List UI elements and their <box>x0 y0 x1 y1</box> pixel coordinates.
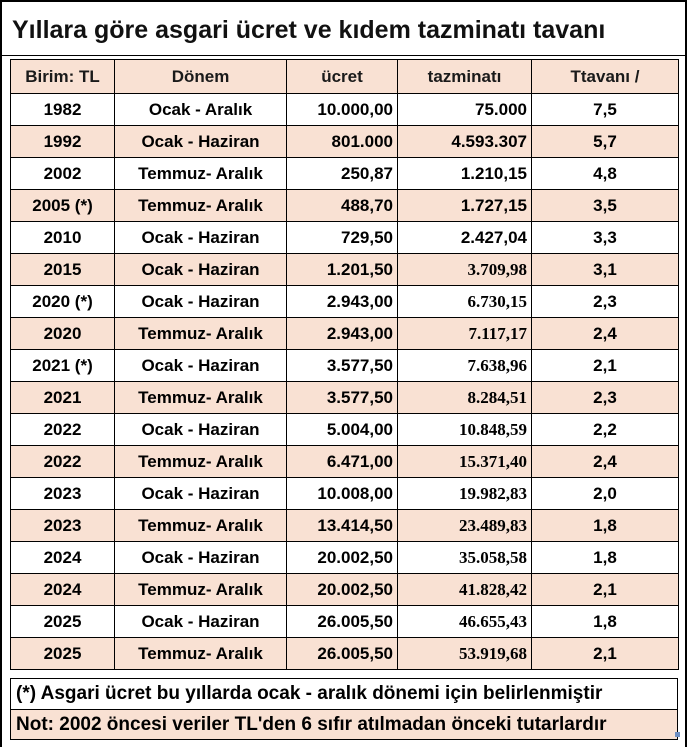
header-unit[interactable]: Birim: TL <box>11 60 115 94</box>
cell-wage[interactable]: 10.008,00 <box>287 478 398 510</box>
cell-severance[interactable]: 6.730,15 <box>398 286 532 318</box>
cell-wage[interactable]: 10.000,00 <box>287 94 398 126</box>
cell-ratio[interactable]: 2,1 <box>532 574 679 606</box>
cell-wage[interactable]: 250,87 <box>287 158 398 190</box>
cell-ratio[interactable]: 4,8 <box>532 158 679 190</box>
table-row <box>11 158 679 190</box>
cell-period[interactable]: Ocak - Haziran <box>115 254 287 286</box>
cell-severance[interactable]: 15.371,40 <box>398 446 532 478</box>
cell-period[interactable]: Ocak - Haziran <box>115 478 287 510</box>
cell-ratio[interactable]: 3,3 <box>532 222 679 254</box>
cell-year[interactable]: 2024 <box>11 574 115 606</box>
cell-ratio[interactable]: 2,1 <box>532 350 679 382</box>
table-row <box>11 94 679 126</box>
cell-severance[interactable]: 10.848,59 <box>398 414 532 446</box>
cell-period[interactable]: Temmuz- Aralık <box>115 638 287 670</box>
table-row <box>11 414 679 446</box>
table-row <box>11 318 679 350</box>
footnote-asterisk[interactable]: (*) Asgari ücret bu yıllarda ocak - aralık dönemi için belirlenmiştir <box>10 678 678 710</box>
cell-severance[interactable]: 41.828,42 <box>398 574 532 606</box>
table-row <box>11 382 679 414</box>
table-header-row <box>11 60 679 94</box>
cell-severance[interactable]: 75.000 <box>398 94 532 126</box>
cell-year[interactable]: 2021 <box>11 382 115 414</box>
header-ratio[interactable]: Ttavanı / <box>532 60 679 94</box>
cell-period[interactable]: Ocak - Haziran <box>115 606 287 638</box>
cell-severance[interactable]: 46.655,43 <box>398 606 532 638</box>
cell-severance[interactable]: 4.593.307 <box>398 126 532 158</box>
table-row <box>11 574 679 606</box>
cell-wage[interactable]: 6.471,00 <box>287 446 398 478</box>
cell-ratio[interactable]: 2,4 <box>532 318 679 350</box>
table-row <box>11 222 679 254</box>
cell-wage[interactable]: 3.577,50 <box>287 350 398 382</box>
cell-wage[interactable]: 5.004,00 <box>287 414 398 446</box>
cell-year[interactable]: 2022 <box>11 446 115 478</box>
cell-year[interactable]: 1992 <box>11 126 115 158</box>
cell-severance[interactable]: 1.210,15 <box>398 158 532 190</box>
cell-year[interactable]: 2025 <box>11 638 115 670</box>
cell-year[interactable]: 2021 (*) <box>11 350 115 382</box>
cell-year[interactable]: 2024 <box>11 542 115 574</box>
cell-year[interactable]: 2002 <box>11 158 115 190</box>
cell-period[interactable]: Temmuz- Aralık <box>115 158 287 190</box>
footnote-units[interactable]: Not: 2002 öncesi veriler TL'den 6 sıfır atılmadan önceki tutarlardır <box>10 709 678 740</box>
cell-year[interactable]: 2020 <box>11 318 115 350</box>
header-severance[interactable]: tazminatı <box>398 60 532 94</box>
cell-ratio[interactable]: 1,8 <box>532 510 679 542</box>
cell-severance[interactable]: 2.427,04 <box>398 222 532 254</box>
cell-wage[interactable]: 801.000 <box>287 126 398 158</box>
cell-severance[interactable]: 1.727,15 <box>398 190 532 222</box>
cell-ratio[interactable]: 7,5 <box>532 94 679 126</box>
table-row <box>11 478 679 510</box>
table-row <box>11 638 679 670</box>
cell-ratio[interactable]: 2,4 <box>532 446 679 478</box>
cell-ratio[interactable]: 3,5 <box>532 190 679 222</box>
cell-ratio[interactable]: 2,3 <box>532 382 679 414</box>
cell-wage[interactable]: 26.005,50 <box>287 638 398 670</box>
cell-period[interactable]: Ocak - Aralık <box>115 94 287 126</box>
cell-wage[interactable]: 488,70 <box>287 190 398 222</box>
cell-period[interactable]: Temmuz- Aralık <box>115 382 287 414</box>
cell-wage[interactable]: 1.201,50 <box>287 254 398 286</box>
table-row <box>11 510 679 542</box>
cell-ratio[interactable]: 1,8 <box>532 542 679 574</box>
cell-severance[interactable]: 35.058,58 <box>398 542 532 574</box>
title-divider <box>2 55 685 56</box>
cell-ratio[interactable]: 3,1 <box>532 254 679 286</box>
cell-wage[interactable]: 2.943,00 <box>287 318 398 350</box>
cell-severance[interactable]: 23.489,83 <box>398 510 532 542</box>
table-row <box>11 286 679 318</box>
header-wage[interactable]: ücret <box>287 60 398 94</box>
cell-period[interactable]: Temmuz- Aralık <box>115 510 287 542</box>
cell-year[interactable]: 2025 <box>11 606 115 638</box>
table-row <box>11 190 679 222</box>
cell-period[interactable]: Ocak - Haziran <box>115 350 287 382</box>
cell-severance[interactable]: 53.919,68 <box>398 638 532 670</box>
wage-severance-table <box>10 59 679 670</box>
table-row <box>11 542 679 574</box>
fill-handle[interactable] <box>675 732 680 737</box>
cell-wage[interactable]: 3.577,50 <box>287 382 398 414</box>
cell-wage[interactable]: 13.414,50 <box>287 510 398 542</box>
cell-year[interactable]: 2010 <box>11 222 115 254</box>
table-row <box>11 446 679 478</box>
cell-period[interactable]: Ocak - Haziran <box>115 222 287 254</box>
cell-year[interactable]: 2020 (*) <box>11 286 115 318</box>
cell-year[interactable]: 1982 <box>11 94 115 126</box>
header-period[interactable]: Dönem <box>115 60 287 94</box>
cell-year[interactable]: 2022 <box>11 414 115 446</box>
table-row <box>11 606 679 638</box>
cell-severance[interactable]: 3.709,98 <box>398 254 532 286</box>
cell-year[interactable]: 2023 <box>11 510 115 542</box>
cell-severance[interactable]: 8.284,51 <box>398 382 532 414</box>
table-row <box>11 350 679 382</box>
cell-wage[interactable]: 2.943,00 <box>287 286 398 318</box>
cell-period[interactable]: Temmuz- Aralık <box>115 190 287 222</box>
cell-year[interactable]: 2005 (*) <box>11 190 115 222</box>
cell-severance[interactable]: 7.117,17 <box>398 318 532 350</box>
table-row <box>11 254 679 286</box>
cell-year[interactable]: 2015 <box>11 254 115 286</box>
cell-ratio[interactable]: 2,1 <box>532 638 679 670</box>
cell-year[interactable]: 2023 <box>11 478 115 510</box>
cell-ratio[interactable]: 2,2 <box>532 414 679 446</box>
cell-period[interactable]: Temmuz- Aralık <box>115 318 287 350</box>
cell-period[interactable]: Ocak - Haziran <box>115 126 287 158</box>
cell-wage[interactable]: 729,50 <box>287 222 398 254</box>
sheet-title: Yıllara göre asgari ücret ve kıdem tazminatı tavanı <box>12 16 606 44</box>
cell-period[interactable]: Ocak - Haziran <box>115 414 287 446</box>
cell-period[interactable]: Temmuz- Aralık <box>115 574 287 606</box>
cell-ratio[interactable]: 5,7 <box>532 126 679 158</box>
table-row <box>11 126 679 158</box>
cell-wage[interactable]: 20.002,50 <box>287 542 398 574</box>
cell-period[interactable]: Temmuz- Aralık <box>115 446 287 478</box>
cell-severance[interactable]: 7.638,96 <box>398 350 532 382</box>
cell-wage[interactable]: 20.002,50 <box>287 574 398 606</box>
cell-severance[interactable]: 19.982,83 <box>398 478 532 510</box>
cell-wage[interactable]: 26.005,50 <box>287 606 398 638</box>
cell-period[interactable]: Ocak - Haziran <box>115 286 287 318</box>
cell-period[interactable]: Ocak - Haziran <box>115 542 287 574</box>
cell-ratio[interactable]: 1,8 <box>532 606 679 638</box>
cell-ratio[interactable]: 2,0 <box>532 478 679 510</box>
cell-ratio[interactable]: 2,3 <box>532 286 679 318</box>
